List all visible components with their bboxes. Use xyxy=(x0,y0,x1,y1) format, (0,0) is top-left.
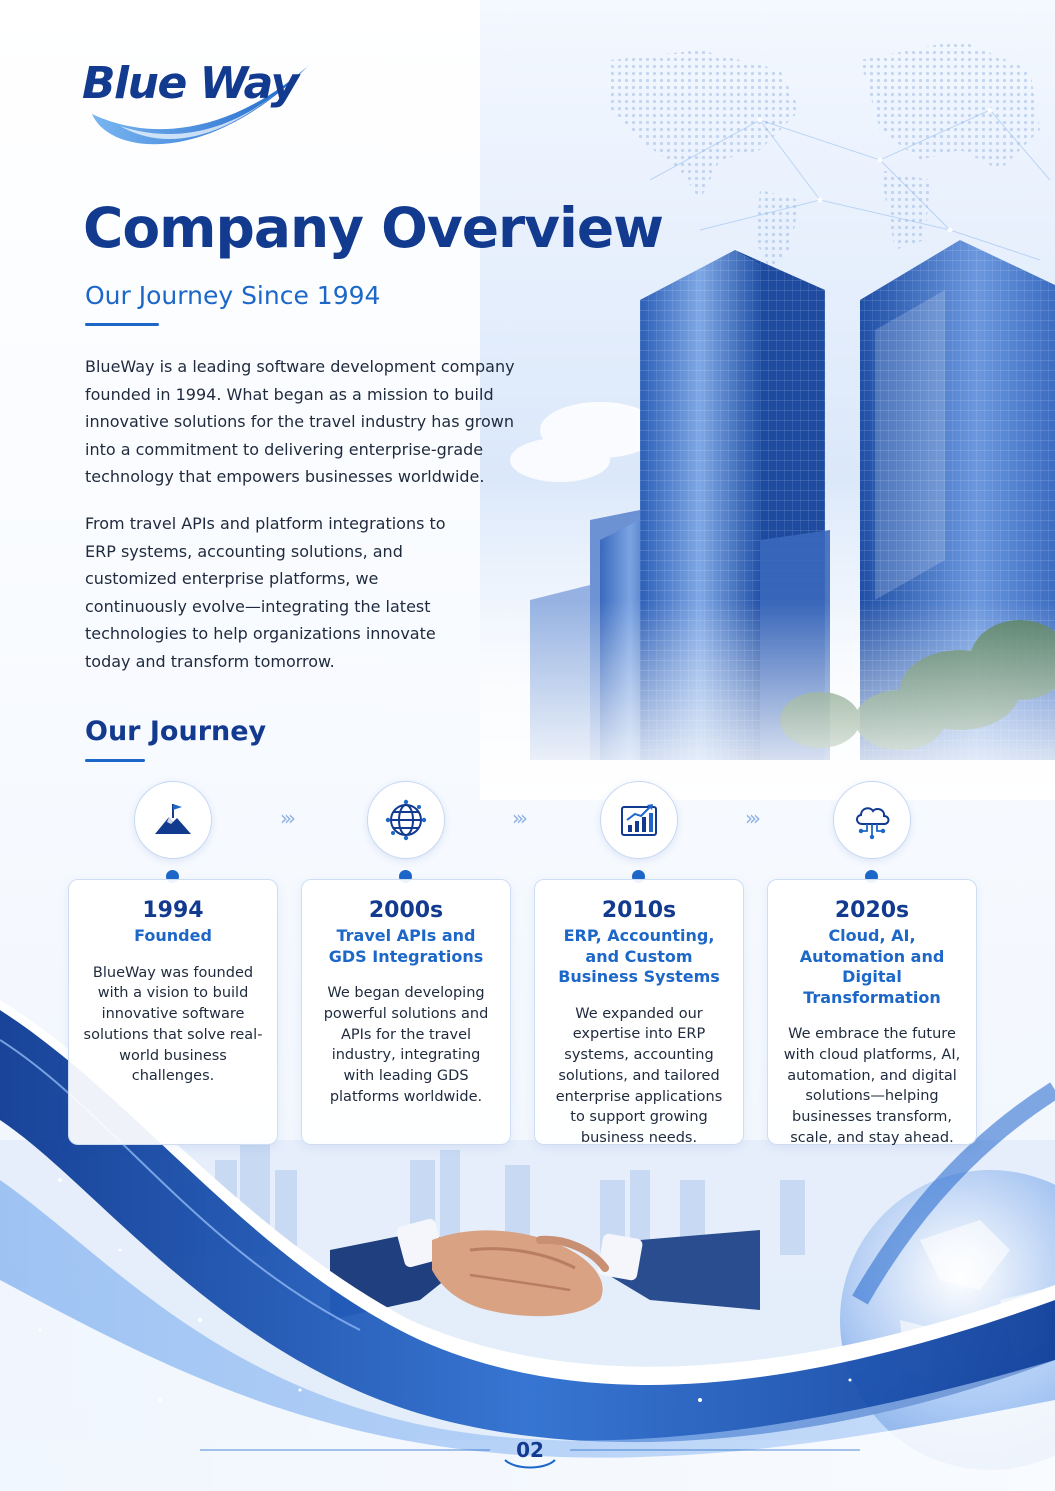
timeline-chevron-3-icon: ››› xyxy=(745,806,757,830)
page-number: 02 xyxy=(516,1438,544,1462)
cloud-network-icon xyxy=(850,798,894,842)
milestone-3-icon-circle xyxy=(600,781,678,859)
brand-logo: Blue Way xyxy=(82,58,298,109)
milestone-heading: Founded xyxy=(134,926,212,945)
milestone-year: 2010s xyxy=(601,898,677,923)
milestone-card-2010s xyxy=(534,879,744,1145)
intro-paragraph-2: From travel APIs and platform integrations to ERP systems, accounting solutions, and customized enterprise platforms, we continuously evolve—integrating the latest technologies to help organizations innovate today and transform tomorrow. xyxy=(85,514,446,671)
milestone-year: 1994 xyxy=(142,898,204,923)
mountain-flag-icon xyxy=(151,798,195,842)
globe-icon xyxy=(384,798,428,842)
milestone-card-2020s xyxy=(767,879,977,1145)
timeline-chevron-1-icon: ››› xyxy=(280,806,292,830)
page-title: Company Overview xyxy=(83,196,663,260)
milestone-year: 2000s xyxy=(368,898,444,923)
subtitle-underline xyxy=(85,323,159,326)
intro-paragraph-1: BlueWay is a leading software development company founded in 1994. What began as a mission to build innovative solutions for the travel industry has grown into a commitment to delivering enterprise-grade technology that empowers businesses worldwide. xyxy=(85,357,515,487)
milestone-year: 2020s xyxy=(834,898,910,923)
milestone-4-icon-circle xyxy=(833,781,911,859)
milestone-description: We began developing powerful solutions and APIs for the travel industry, integrating with leading GDS platforms worldwide. xyxy=(323,985,489,1105)
milestone-heading: ERP, Accounting, and Custom Business Systems xyxy=(558,926,720,986)
milestone-description: We embrace the future with cloud platforms, AI, automation, and digital solutions—helping businesses transform, scale, and stay ahead. xyxy=(783,1026,961,1146)
timeline-chevron-2-icon: ››› xyxy=(512,806,524,830)
milestone-1-icon-circle xyxy=(134,781,212,859)
milestone-description: BlueWay was founded with a vision to build innovative software solutions that solve real-world business challenges. xyxy=(83,964,263,1085)
milestone-card-1994 xyxy=(68,879,278,1145)
milestone-heading: Cloud, AI, Automation and Digital Transformation xyxy=(799,926,945,1007)
milestone-heading: Travel APIs and GDS Integrations xyxy=(328,926,484,966)
growth-chart-icon xyxy=(617,798,661,842)
milestone-card-2000s xyxy=(301,879,511,1145)
milestone-2-icon-circle xyxy=(367,781,445,859)
page-subtitle: Our Journey Since 1994 xyxy=(85,281,381,310)
milestone-description: We expanded our expertise into ERP systems, accounting solutions, and tailored enterprise applications to support growing business needs. xyxy=(555,1005,723,1147)
journey-title: Our Journey xyxy=(85,716,267,747)
journey-underline xyxy=(85,759,145,762)
